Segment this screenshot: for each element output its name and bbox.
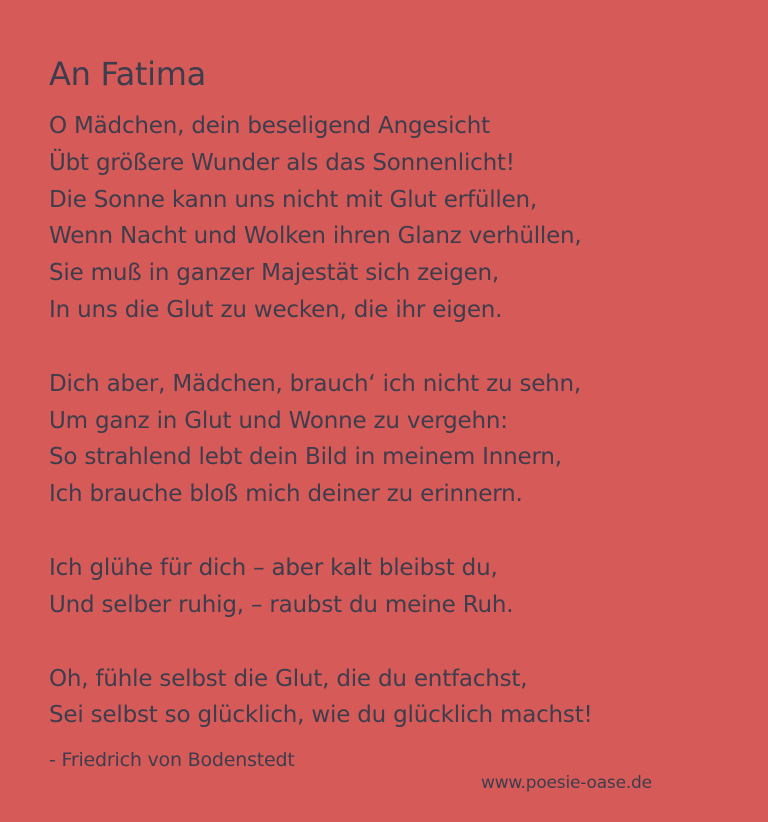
poem-line: Die Sonne kann uns nicht mit Glut erfüllen,: [49, 186, 538, 213]
website-url: www.poesie-oase.de: [481, 773, 652, 793]
poem-line: In uns die Glut zu wecken, die ihr eigen.: [49, 296, 503, 323]
stanza-1: [49, 108, 739, 329]
stanza-2: [49, 366, 739, 513]
poem-line: Um ganz in Glut und Wonne zu vergehn:: [49, 407, 508, 434]
poem-line: Sei selbst so glücklich, wie du glücklich machst!: [49, 702, 593, 729]
stanza-4: [49, 661, 739, 735]
poem-line: O Mädchen, dein beseligend Angesicht: [49, 113, 490, 139]
poem-line: Dich aber, Mädchen, brauch‘ ich nicht zu sehn,: [49, 370, 582, 397]
poem-line: Übt größere Wunder als das Sonnenlicht!: [49, 149, 515, 176]
poem-line: So strahlend lebt dein Bild in meinem Innern,: [49, 444, 562, 471]
poem-body: [49, 108, 739, 771]
poem-line: Sie muß in ganzer Majestät sich zeigen,: [49, 260, 500, 287]
stanza-3: [49, 550, 739, 624]
poem-title: An Fatima: [49, 55, 206, 93]
poem-line: Und selber ruhig, – raubst du meine Ruh.: [49, 591, 514, 618]
poem-author: - Friedrich von Bodenstedt: [49, 749, 295, 771]
poem-line: Ich glühe für dich – aber kalt bleibst du,: [49, 554, 498, 581]
poem-line: Oh, fühle selbst die Glut, die du entfachst,: [49, 665, 528, 692]
poem-line: Wenn Nacht und Wolken ihren Glanz verhüllen,: [49, 223, 582, 250]
poem-line: Ich brauche bloß mich deiner zu erinnern.: [49, 481, 523, 508]
